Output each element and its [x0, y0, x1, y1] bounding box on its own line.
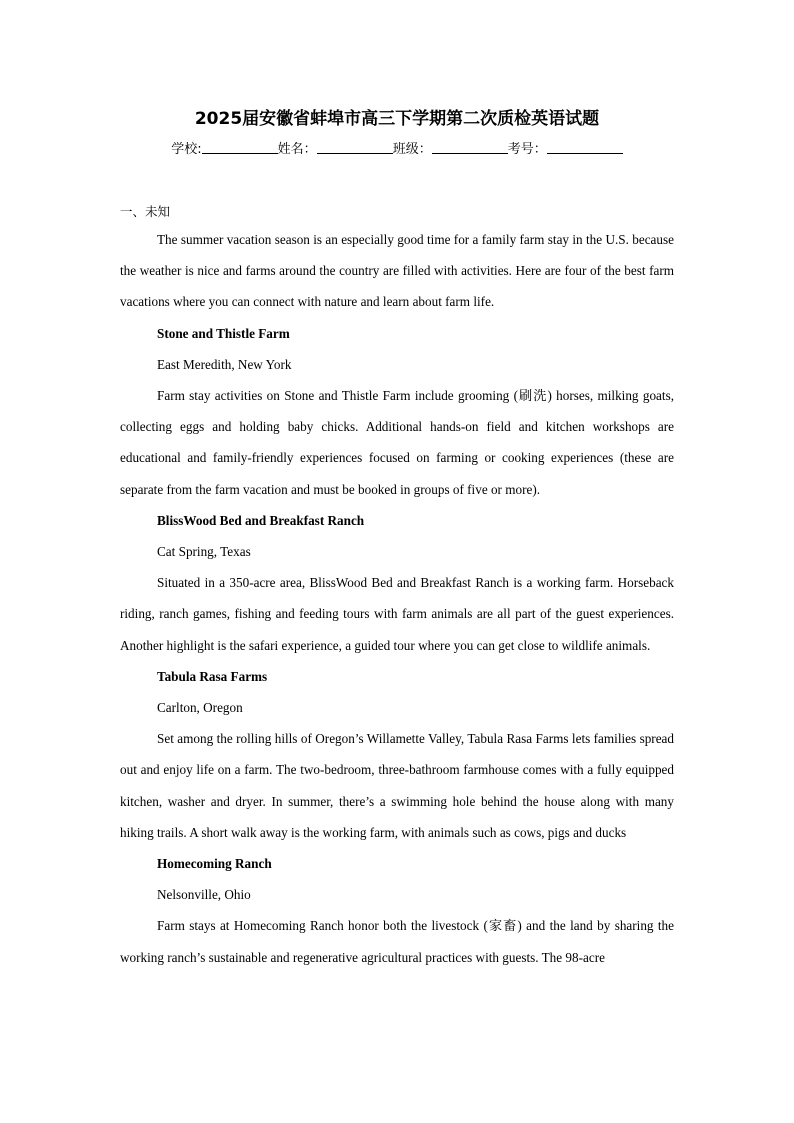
farm-location: East Meredith, New York: [157, 356, 292, 372]
class-blank: [432, 141, 508, 154]
farm-description: Set among the rolling hills of Oregon’s Willamette Valley, Tabula Rasa Farms lets families spread out and enjoy life on a farm. The two-bedroom, three-bathroom farmhouse comes with a fully equipped kitchen, washer and dryer. In summer, there’s a swimming hole behind the house along with many hiking trails. A short walk away is the working farm, with animals such as cows, pigs and ducks: [120, 731, 674, 840]
intro-paragraph: The summer vacation season is an especially good time for a family farm stay in the U.S. because the weather is nice and farms around the country are filled with activities. Here are four of the best farm vacations where you can connect with nature and learn about farm life.: [120, 232, 674, 310]
farm-heading: Homecoming Ranch: [157, 856, 272, 872]
exam-number-blank: [547, 141, 623, 154]
farm-location: Cat Spring, Texas: [157, 544, 251, 560]
farm-description: Farm stays at Homecoming Ranch honor both the livestock (家畜) and the land by sharing the working ranch’s sustainable and regenerative agricultural practices with guests. The 98-acre: [120, 918, 674, 965]
name-blank: [317, 141, 393, 154]
name-label: 姓名：: [277, 142, 317, 157]
section-heading: 一、未知: [120, 204, 171, 219]
farm-heading: Tabula Rasa Farms: [157, 668, 268, 684]
farm-location: Carlton, Oregon: [157, 700, 243, 716]
exam-number-label: 考号：: [507, 142, 547, 157]
farm-heading: Stone and Thistle Farm: [157, 325, 290, 341]
document-title: 2025届安徽省蚌埠市高三下学期第二次质检英语试题: [194, 109, 600, 129]
class-label: 班级：: [392, 142, 432, 157]
farm-description: Situated in a 350-acre area, BlissWood Bed and Breakfast Ranch is a working farm. Horseback riding, ranch games, fishing and feeding tours with farm animals are all part of the guest experiences. Another highlight is the safari experience, a guided tour where you can get close to wildlife animals.: [120, 575, 674, 653]
farm-location: Nelsonville, Ohio: [157, 887, 251, 903]
document-body: [120, 200, 674, 973]
school-blank: [202, 141, 278, 154]
farm-heading: BlissWood Bed and Breakfast Ranch: [157, 512, 365, 528]
farm-description: Farm stay activities on Stone and Thistle Farm include grooming (刷洗) horses, milking goats, collecting eggs and holding baby chicks. Additional hands-on field and kitchen workshops are educational and family-friendly experiences focused on farming or cooking experiences (these are separate from the farm vacation and must be booked in groups of five or more).: [120, 388, 674, 497]
student-info-line: [0, 138, 794, 157]
school-label: 学校:: [171, 142, 202, 157]
